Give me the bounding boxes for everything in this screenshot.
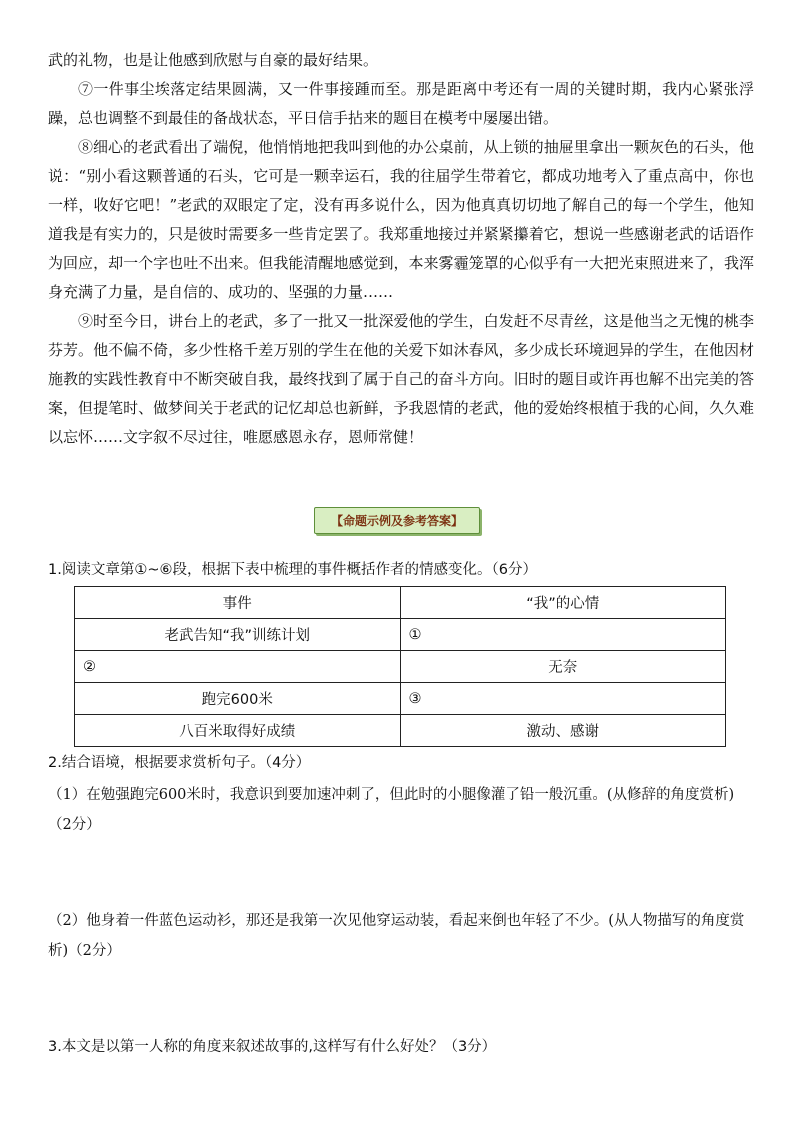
section-banner: 【命题示例及参考答案】 — [314, 507, 480, 534]
table-cell-mood: 激动、感谢 — [400, 715, 726, 747]
table-cell-mood: ③ — [400, 683, 726, 715]
table-cell-event: 跑完600米 — [75, 683, 401, 715]
table-header-mood: “我”的心情 — [400, 587, 726, 619]
table-cell-event: 八百米取得好成绩 — [75, 715, 401, 747]
question-2-prompt: 2.结合语境，根据要求赏析句子。（4分） — [48, 755, 311, 771]
table-cell-event: 老武告知“我”训练计划 — [75, 619, 401, 651]
table-row — [75, 651, 726, 683]
table-cell-event: ② — [75, 651, 401, 683]
section-banner-wrap — [0, 507, 794, 534]
table-row — [75, 715, 726, 747]
essay-paragraph-6-end: 武的礼物，也是让他感到欣慰与自豪的最好结果。 — [48, 51, 379, 69]
table-cell-mood: 无奈 — [400, 651, 726, 683]
table-row — [75, 619, 726, 651]
table-header-event: 事件 — [75, 587, 401, 619]
essay-paragraph-7: ⑦一件事尘埃落定结果圆满，又一件事接踵而至。那是距离中考还有一周的关键时期，我内心紧张浮躁，总也调整不到最佳的备战状态，平日信手拈来的题目在模考中屡屡出错。 — [48, 80, 754, 127]
question-3-prompt: 3.本文是以第一人称的角度来叙述故事的,这样写有什么好处？（3分） — [48, 1039, 497, 1055]
question-1-prompt: 1.阅读文章第①~⑥段，根据下表中梳理的事件概括作者的情感变化。（6分） — [48, 562, 537, 578]
table-header-row — [75, 587, 726, 619]
emotion-table — [74, 586, 726, 747]
essay-paragraph-9: ⑨时至今日，讲台上的老武，多了一批又一批深爱他的学生，白发赶不尽青丝，这是他当之无愧的桃李芬芳。他不偏不倚，多少性格千差万别的学生在他的关爱下如沐春风，多少成长环境迥异的学生，在他因材施教的实践性教育中不断突破自我，最终找到了属于自己的奋斗方向。旧时的题目或许再也解不出完美的答案，但提笔时、做梦间关于老武的记忆却总也新鲜，予我恩情的老武，他的爱始终根植于我的心间，久久难以忘怀……文字叙不尽过往，唯愿感恩永存，恩师常健！ — [48, 312, 754, 446]
table-row — [75, 683, 726, 715]
essay-paragraph-8: ⑧细心的老武看出了端倪，他悄悄地把我叫到他的办公桌前，从上锁的抽屉里拿出一颗灰色的石头，他说：“别小看这颗普通的石头，它可是一颗幸运石，我的往届学生带着它，都成功地考入了重点高中，你也一样，收好它吧！”老武的双眼定了定，没有再多说什么，因为他真真切切地了解自己的每一个学生，他知道我是有实力的，只是彼时需要多一些肯定罢了。我郑重地接过并紧紧攥着它，想说一些感谢老武的话语作为回应，却一个字也吐不出来。但我能清醒地感觉到，本来雾霾笼罩的心似乎有一大把光束照进来了，我浑身充满了力量，是自信的、成功的、坚强的力量…… — [48, 138, 754, 301]
table-cell-mood: ① — [400, 619, 726, 651]
question-2-sub-2: （2）他身着一件蓝色运动衫，那还是我第一次见他穿运动装，看起来倒也年轻了不少。(从人物描写的角度赏析)（2分） — [48, 913, 745, 959]
question-2-sub-1: （1）在勉强跑完600米时，我意识到要加速冲刺了，但此时的小腿像灌了铅一般沉重。(从修辞的角度赏析)（2分） — [48, 787, 735, 833]
essay-body — [48, 46, 754, 452]
